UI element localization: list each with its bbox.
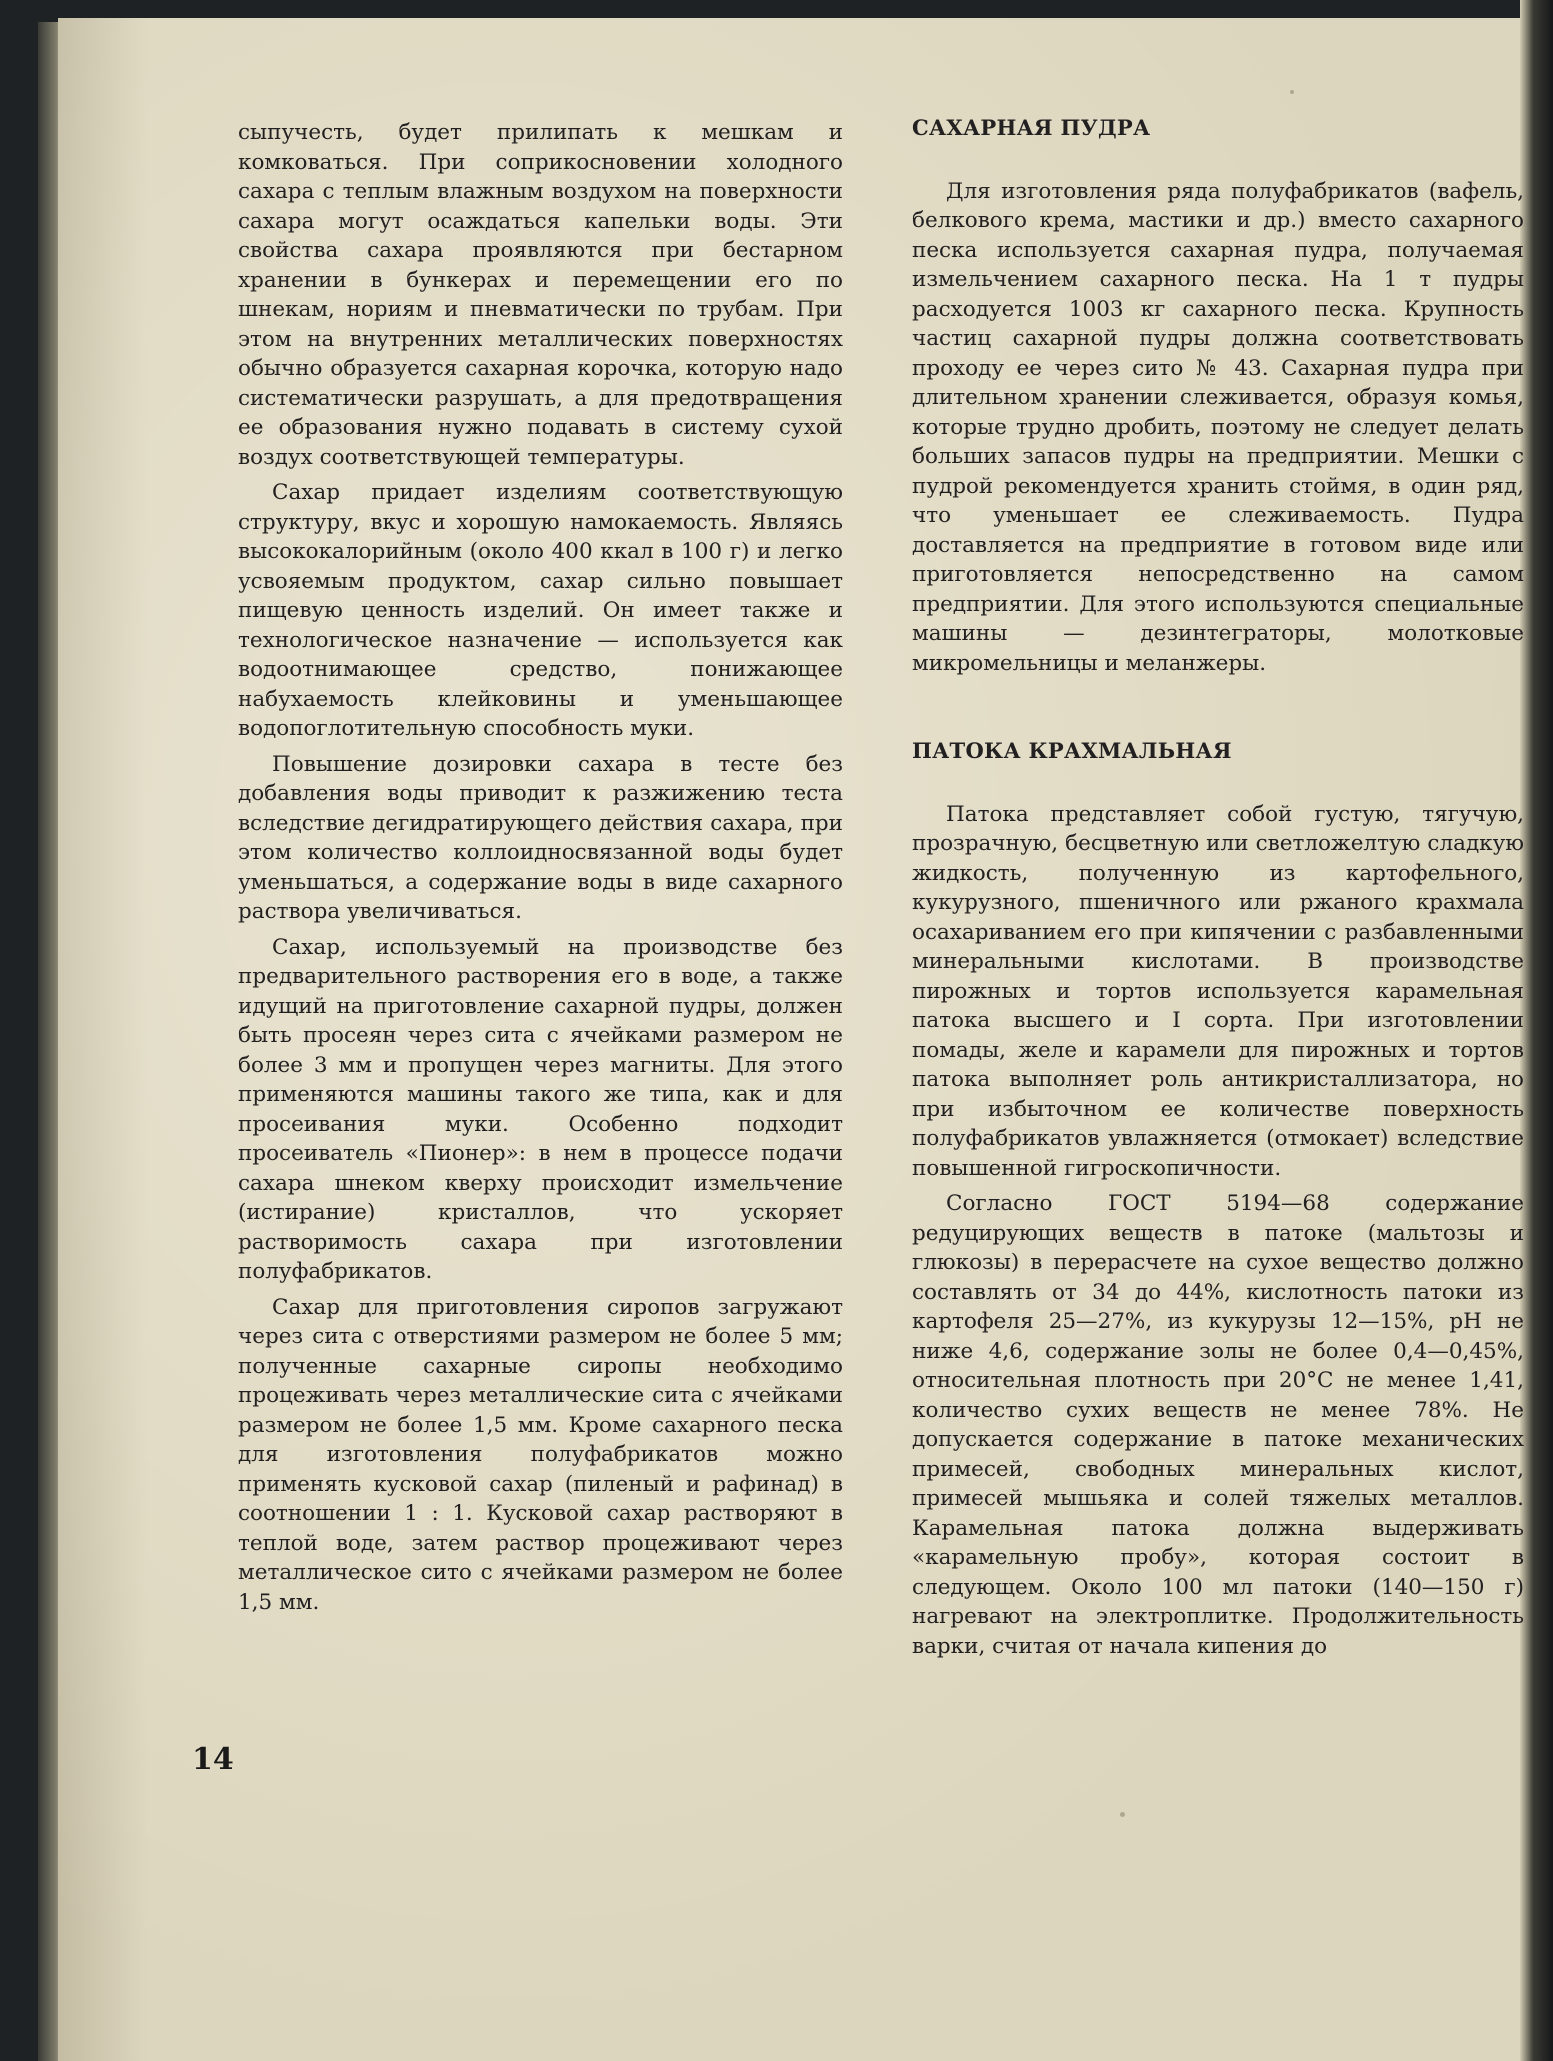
paragraph: Согласно ГОСТ 5194—68 содержание редуцирующих веществ в патоке (мальтозы и глюкозы) в перерасчете на сухое вещество должно составлять от 34 до 44%, кислотность патоки из картофеля 25—27%, из кукурузы 12—15%, pH не ниже 4,6, содержание золы не более 0,4—0,45%, относительная плотность при 20°C не менее 1,41, количество сухих веществ не менее 78%. Не допускается содержание в патоке механических примесей, свободных минеральных кислот, примесей мышьяка и солей тяжелых металлов. Карамельная патока должна выдерживать «карамельную пробу», которая состоит в следующем. Около 100 мл патоки (140—150 г) нагревают на электроплитке. Продолжительность варки, считая от начала кипения до bbox=[912, 1191, 1524, 1659]
paper-spot bbox=[1120, 1812, 1125, 1817]
paragraph: Сахар придает изделиям соответствующую структуру, вкус и хорошую намокаемость. Являясь высококалорийным (около 400 ккал в 100 г) и легко усвояемым продуктом, сахар сильно повышает пищевую ценность изделий. Он имеет также и технологическое назначение — используется как водоотнимающее средство, понижающее набухаемость клейковины и уменьшающее водопоглотительную способность муки. bbox=[238, 480, 843, 741]
paper-spot bbox=[1290, 90, 1294, 94]
paragraph: Сахар, используемый на производстве без предварительного растворения его в воде, а также идущий на приготовление сахарной пудры, должен быть просеян через сита с ячейками размером не более 3 мм и пропущен через магниты. Для этого применяются машины такого же типа, как и для просеивания муки. Особенно подходит просеиватель «Пионер»: в нем в процессе подачи сахара шнеком кверху происходит измельчение (истирание) кристаллов, что ускоряет растворимость сахара при изготовлении полуфабрикатов. bbox=[238, 934, 843, 1284]
page-number: 14 bbox=[192, 1742, 234, 1777]
paragraph: Патока представляет собой густую, тягучую, прозрачную, бесцветную или светложелтую сладкую жидкость, полученную из картофельного, кукурузного, пшеничного или ржаного крахмала осахариванием его при кипячении с разбавленными минеральными кислотами. В производстве пирожных и тортов используется карамельная патока высшего и I сорта. При изготовлении помады, желе и карамели для пирожных и тортов патока выполняет роль антикристаллизатора, но при избыточном ее количестве поверхность полуфабрикатов увлажняется (отмокает) вследствие повышенной гигроскопичности. bbox=[912, 801, 1524, 1181]
paragraph: Сахар для приготовления сиропов загружают через сита с отверстиями размером не более 5 мм; полученные сахарные сиропы необходимо процеживать через металлические сита с ячейками размером не более 1,5 мм. Кроме сахарного песка для изготовления полуфабрикатов можно применять кусковой сахар (пиленый и рафинад) в соотношении 1 : 1. Кусковой сахар растворяют в теплой воде, затем раствор процеживают через металлическое сито с ячейками размером не более 1,5 мм. bbox=[238, 1294, 843, 1615]
page-right-edge bbox=[1520, 0, 1553, 2061]
right-text-column bbox=[912, 113, 1524, 1667]
paragraph: Повышение дозировки сахара в тесте без добавления воды приводит к разжижению теста вследствие дегидратирующего действия сахара, при этом количество коллоидносвязанной воды будет уменьшаться, а содержание воды в виде сахарного раствора увеличиваться. bbox=[238, 751, 843, 924]
section-heading-sugar-powder: САХАРНАЯ ПУДРА bbox=[912, 115, 1151, 140]
paragraph: сыпучесть, будет прилипать к мешкам и комковаться. При соприкосновении холодного сахара с теплым влажным воздухом на поверхности сахара могут осаждаться капельки воды. Эти свойства сахара проявляются при бестарном хранении в бункерах и перемещении его по шнекам, нориям и пневматически по трубам. При этом на внутренних металлических поверхностях обычно образуется сахарная корочка, которую надо систематически разрушать, а для предотвращения ее образования нужно подавать в систему сухой воздух соответствующей температуры. bbox=[238, 120, 843, 470]
paragraph: Для изготовления ряда полуфабрикатов (вафель, белкового крема, мастики и др.) вместо сахарного песка используется сахарная пудра, получаемая измельчением сахарного песка. На 1 т пудры расходуется 1003 кг сахарного песка. Крупность частиц сахарной пудры должна соответствовать проходу ее через сито № 43. Сахарная пудра при длительном хранении слеживается, образуя комья, которые трудно дробить, поэтому не следует делать больших запасов пудры на предприятии. Мешки с пудрой рекомендуется хранить стоймя, в один ряд, что уменьшает ее слеживаемость. Пудра доставляется на предприятие в готовом виде или приготовляется непосредственно на самом предприятии. Для этого используются специальные машины — дезинтеграторы, молотковые микромельницы и меланжеры. bbox=[912, 178, 1524, 676]
left-text-column bbox=[238, 118, 843, 1623]
section-heading-starch-syrup: ПАТОКА КРАХМАЛЬНАЯ bbox=[912, 738, 1232, 763]
